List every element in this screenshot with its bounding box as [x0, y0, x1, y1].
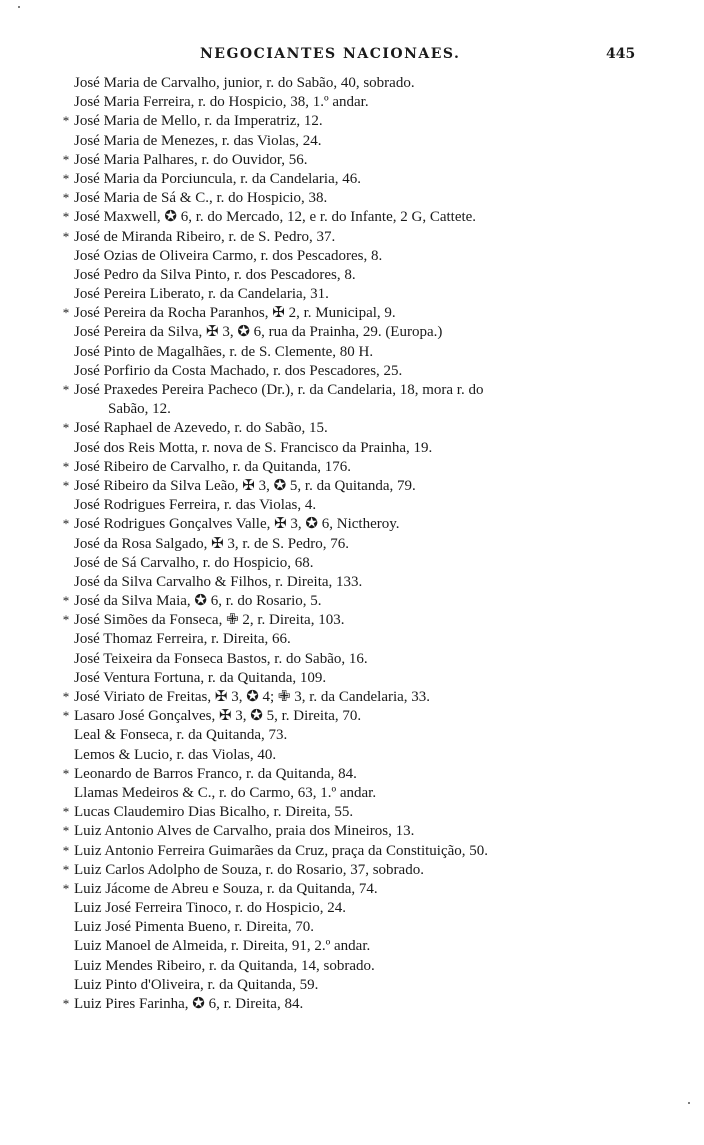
directory-entry	[60, 439, 660, 458]
directory-entry	[60, 323, 660, 342]
asterisk-marker: *	[62, 382, 70, 397]
entry-text: José Ribeiro da Silva Leão, ✠ 3, ✪ 5, r. da Quitanda, 79.	[74, 477, 416, 494]
running-title: NEGOCIANTES NACIONAES.	[200, 46, 461, 62]
entry-text: José Teixeira da Fonseca Bastos, r. do Sabão, 16.	[74, 650, 368, 667]
entry-text: Llamas Medeiros & C., r. do Carmo, 63, 1.º andar.	[74, 784, 377, 801]
directory-entry	[60, 515, 660, 534]
entry-text: Luiz Jácome de Abreu e Souza, r. da Quitanda, 74.	[74, 880, 378, 897]
directory-entry	[60, 861, 660, 880]
asterisk-marker: *	[62, 305, 70, 321]
entry-text: José Pereira da Silva, ✠ 3, ✪ 6, rua da Prainha, 29. (Europa.)	[74, 324, 443, 341]
directory-entry	[60, 918, 660, 937]
asterisk-marker: *	[62, 689, 70, 704]
directory-entry	[60, 285, 660, 304]
directory-entry	[60, 630, 660, 649]
entry-text: Luiz José Ferreira Tinoco, r. do Hospicio, 24.	[74, 900, 347, 917]
paper-speck	[688, 1102, 690, 1104]
directory-entry	[60, 74, 660, 93]
page-header	[0, 46, 704, 68]
directory-entry	[60, 247, 660, 266]
entry-text: José Thomaz Ferreira, r. Direita, 66.	[74, 631, 291, 648]
asterisk-marker: *	[62, 861, 70, 877]
entry-text: José Pereira Liberato, r. da Candelaria, 31.	[74, 286, 329, 303]
asterisk-marker: *	[62, 612, 70, 628]
directory-entry	[60, 899, 660, 918]
entry-text: Leal & Fonseca, r. da Quitanda, 73.	[74, 727, 288, 744]
entry-text: Luiz Manoel de Almeida, r. Direita, 91, 2.º andar.	[74, 938, 371, 955]
directory-entry	[60, 266, 660, 285]
directory-entry	[60, 784, 660, 803]
asterisk-marker: *	[62, 209, 70, 225]
entry-text: José da Silva Maia, ✪ 6, r. do Rosario, 5.	[74, 593, 322, 610]
asterisk-marker: *	[62, 113, 70, 129]
asterisk-marker: *	[62, 516, 70, 532]
directory-entry	[60, 957, 660, 976]
directory-entry	[60, 803, 660, 822]
directory-entry	[60, 554, 660, 573]
directory-entry	[60, 535, 660, 554]
entry-text: José Ozias de Oliveira Carmo, r. dos Pescadores, 8.	[74, 247, 383, 264]
entry-text: Luiz Carlos Adolpho de Souza, r. do Rosario, 37, sobrado.	[74, 861, 424, 878]
entry-text: José Maria de Sá & C., r. do Hospicio, 38.	[74, 190, 328, 207]
entry-text: José Maxwell, ✪ 6, r. do Mercado, 12, e r. do Infante, 2 G, Cattete.	[74, 209, 477, 226]
asterisk-marker: *	[62, 477, 70, 493]
directory-entry	[60, 937, 660, 956]
entry-text: José Praxedes Pereira Pacheco (Dr.), r. da Candelaria, 18, mora r. do	[74, 382, 484, 398]
entry-text: Lucas Claudemiro Dias Bicalho, r. Direita, 55.	[74, 804, 354, 821]
asterisk-marker: *	[62, 593, 70, 609]
directory-entry	[60, 477, 660, 496]
asterisk-marker: *	[62, 190, 70, 206]
asterisk-marker: *	[62, 765, 70, 781]
entry-text: José de Sá Carvalho, r. do Hospicio, 68.	[74, 554, 314, 571]
directory-entry	[60, 93, 660, 112]
entry-text: José de Miranda Ribeiro, r. de S. Pedro, 37.	[74, 228, 336, 245]
entry-text: José Maria Palhares, r. do Ouvidor, 56.	[74, 151, 308, 168]
directory-entry	[60, 362, 660, 381]
entry-text: José Ventura Fortuna, r. da Quitanda, 109.	[74, 669, 327, 686]
entry-text: José Pinto de Magalhães, r. de S. Clemente, 80 H.	[74, 343, 374, 360]
entry-text: José Pereira da Rocha Paranhos, ✠ 2, r. Municipal, 9.	[74, 305, 396, 322]
entry-text: José dos Reis Motta, r. nova de S. Francisco da Prainha, 19.	[74, 439, 433, 456]
directory-entry	[60, 208, 660, 227]
directory-entry	[60, 611, 660, 630]
asterisk-marker: *	[62, 996, 70, 1011]
directory-entry	[60, 112, 660, 131]
directory-entry	[60, 343, 660, 362]
entry-text: Luiz Pires Farinha, ✪ 6, r. Direita, 84.	[74, 996, 304, 1012]
entry-text: José Porfirio da Costa Machado, r. dos Pescadores, 25.	[74, 362, 403, 379]
asterisk-marker: *	[62, 880, 70, 896]
entry-text: José Maria Ferreira, r. do Hospicio, 38, 1.º andar.	[74, 94, 369, 111]
entry-text: Luiz Antonio Ferreira Guimarães da Cruz, praça da Constituição, 50.	[74, 842, 489, 859]
merchant-directory-list	[60, 74, 660, 1014]
entry-text: José Viriato de Freitas, ✠ 3, ✪ 4; ✙ 3, r. da Candelaria, 33.	[74, 689, 431, 705]
directory-entry	[60, 304, 660, 323]
asterisk-marker: *	[62, 842, 70, 858]
entry-text: José Ribeiro de Carvalho, r. da Quitanda, 176.	[74, 458, 352, 475]
directory-entry	[60, 151, 660, 170]
entry-text: José Maria de Mello, r. da Imperatriz, 12.	[74, 113, 323, 130]
asterisk-marker: *	[62, 804, 70, 820]
entry-text: José Raphael de Azevedo, r. do Sabão, 15.	[74, 420, 328, 437]
directory-entry	[60, 170, 660, 189]
asterisk-marker: *	[62, 420, 70, 436]
directory-entry	[60, 995, 660, 1014]
directory-entry	[60, 765, 660, 784]
entry-text: Luiz Antonio Alves de Carvalho, praia dos Mineiros, 13.	[74, 823, 415, 840]
directory-entry	[60, 650, 660, 669]
entry-text: Leonardo de Barros Franco, r. da Quitanda, 84.	[74, 765, 357, 782]
entry-text: José Maria de Carvalho, junior, r. do Sabão, 40, sobrado.	[74, 75, 415, 91]
directory-entry	[60, 573, 660, 592]
directory-entry	[60, 132, 660, 151]
asterisk-marker: *	[62, 708, 70, 724]
directory-entry	[60, 592, 660, 611]
entry-text: Lemos & Lucio, r. das Violas, 40.	[74, 746, 277, 763]
asterisk-marker: *	[62, 151, 70, 167]
entry-text: José Rodrigues Ferreira, r. das Violas, 4.	[74, 497, 317, 514]
directory-entry	[60, 189, 660, 208]
directory-entry	[60, 880, 660, 899]
directory-entry	[60, 228, 660, 247]
directory-entry	[60, 458, 660, 477]
directory-entry	[60, 822, 660, 841]
directory-entry	[60, 976, 660, 995]
entry-text: Sabão, 12.	[108, 401, 171, 418]
paper-speck	[18, 6, 20, 8]
entry-text: José da Rosa Salgado, ✠ 3, r. de S. Pedro, 76.	[74, 535, 350, 552]
directory-entry	[60, 842, 660, 861]
entry-text: Luiz José Pimenta Bueno, r. Direita, 70.	[74, 919, 314, 936]
directory-entry	[60, 688, 660, 707]
entry-continuation	[60, 400, 660, 419]
directory-entry	[60, 381, 660, 400]
directory-entry	[60, 669, 660, 688]
directory-entry	[60, 746, 660, 765]
asterisk-marker: *	[62, 458, 70, 474]
directory-entry	[60, 726, 660, 745]
entry-text: José Maria da Porciuncula, r. da Candelaria, 46.	[74, 170, 361, 187]
entry-text: José Maria de Menezes, r. das Violas, 24.	[74, 132, 322, 149]
asterisk-marker: *	[62, 823, 70, 839]
entry-text: José da Silva Carvalho & Filhos, r. Direita, 133.	[74, 573, 363, 590]
entry-text: Luiz Mendes Ribeiro, r. da Quitanda, 14, sobrado.	[74, 957, 375, 974]
asterisk-marker: *	[62, 228, 70, 244]
entry-text: José Simões da Fonseca, ✙ 2, r. Direita, 103.	[74, 612, 345, 629]
directory-entry	[60, 707, 660, 726]
directory-entry	[60, 496, 660, 515]
entry-text: Luiz Pinto d'Oliveira, r. da Quitanda, 59.	[74, 976, 319, 993]
page-number: 445	[606, 46, 636, 62]
entry-text: José Rodrigues Gonçalves Valle, ✠ 3, ✪ 6, Nictheroy.	[74, 516, 400, 533]
asterisk-marker: *	[62, 170, 70, 186]
entry-text: Lasaro José Gonçalves, ✠ 3, ✪ 5, r. Direita, 70.	[74, 708, 362, 725]
directory-entry	[60, 419, 660, 438]
entry-text: José Pedro da Silva Pinto, r. dos Pescadores, 8.	[74, 266, 356, 283]
